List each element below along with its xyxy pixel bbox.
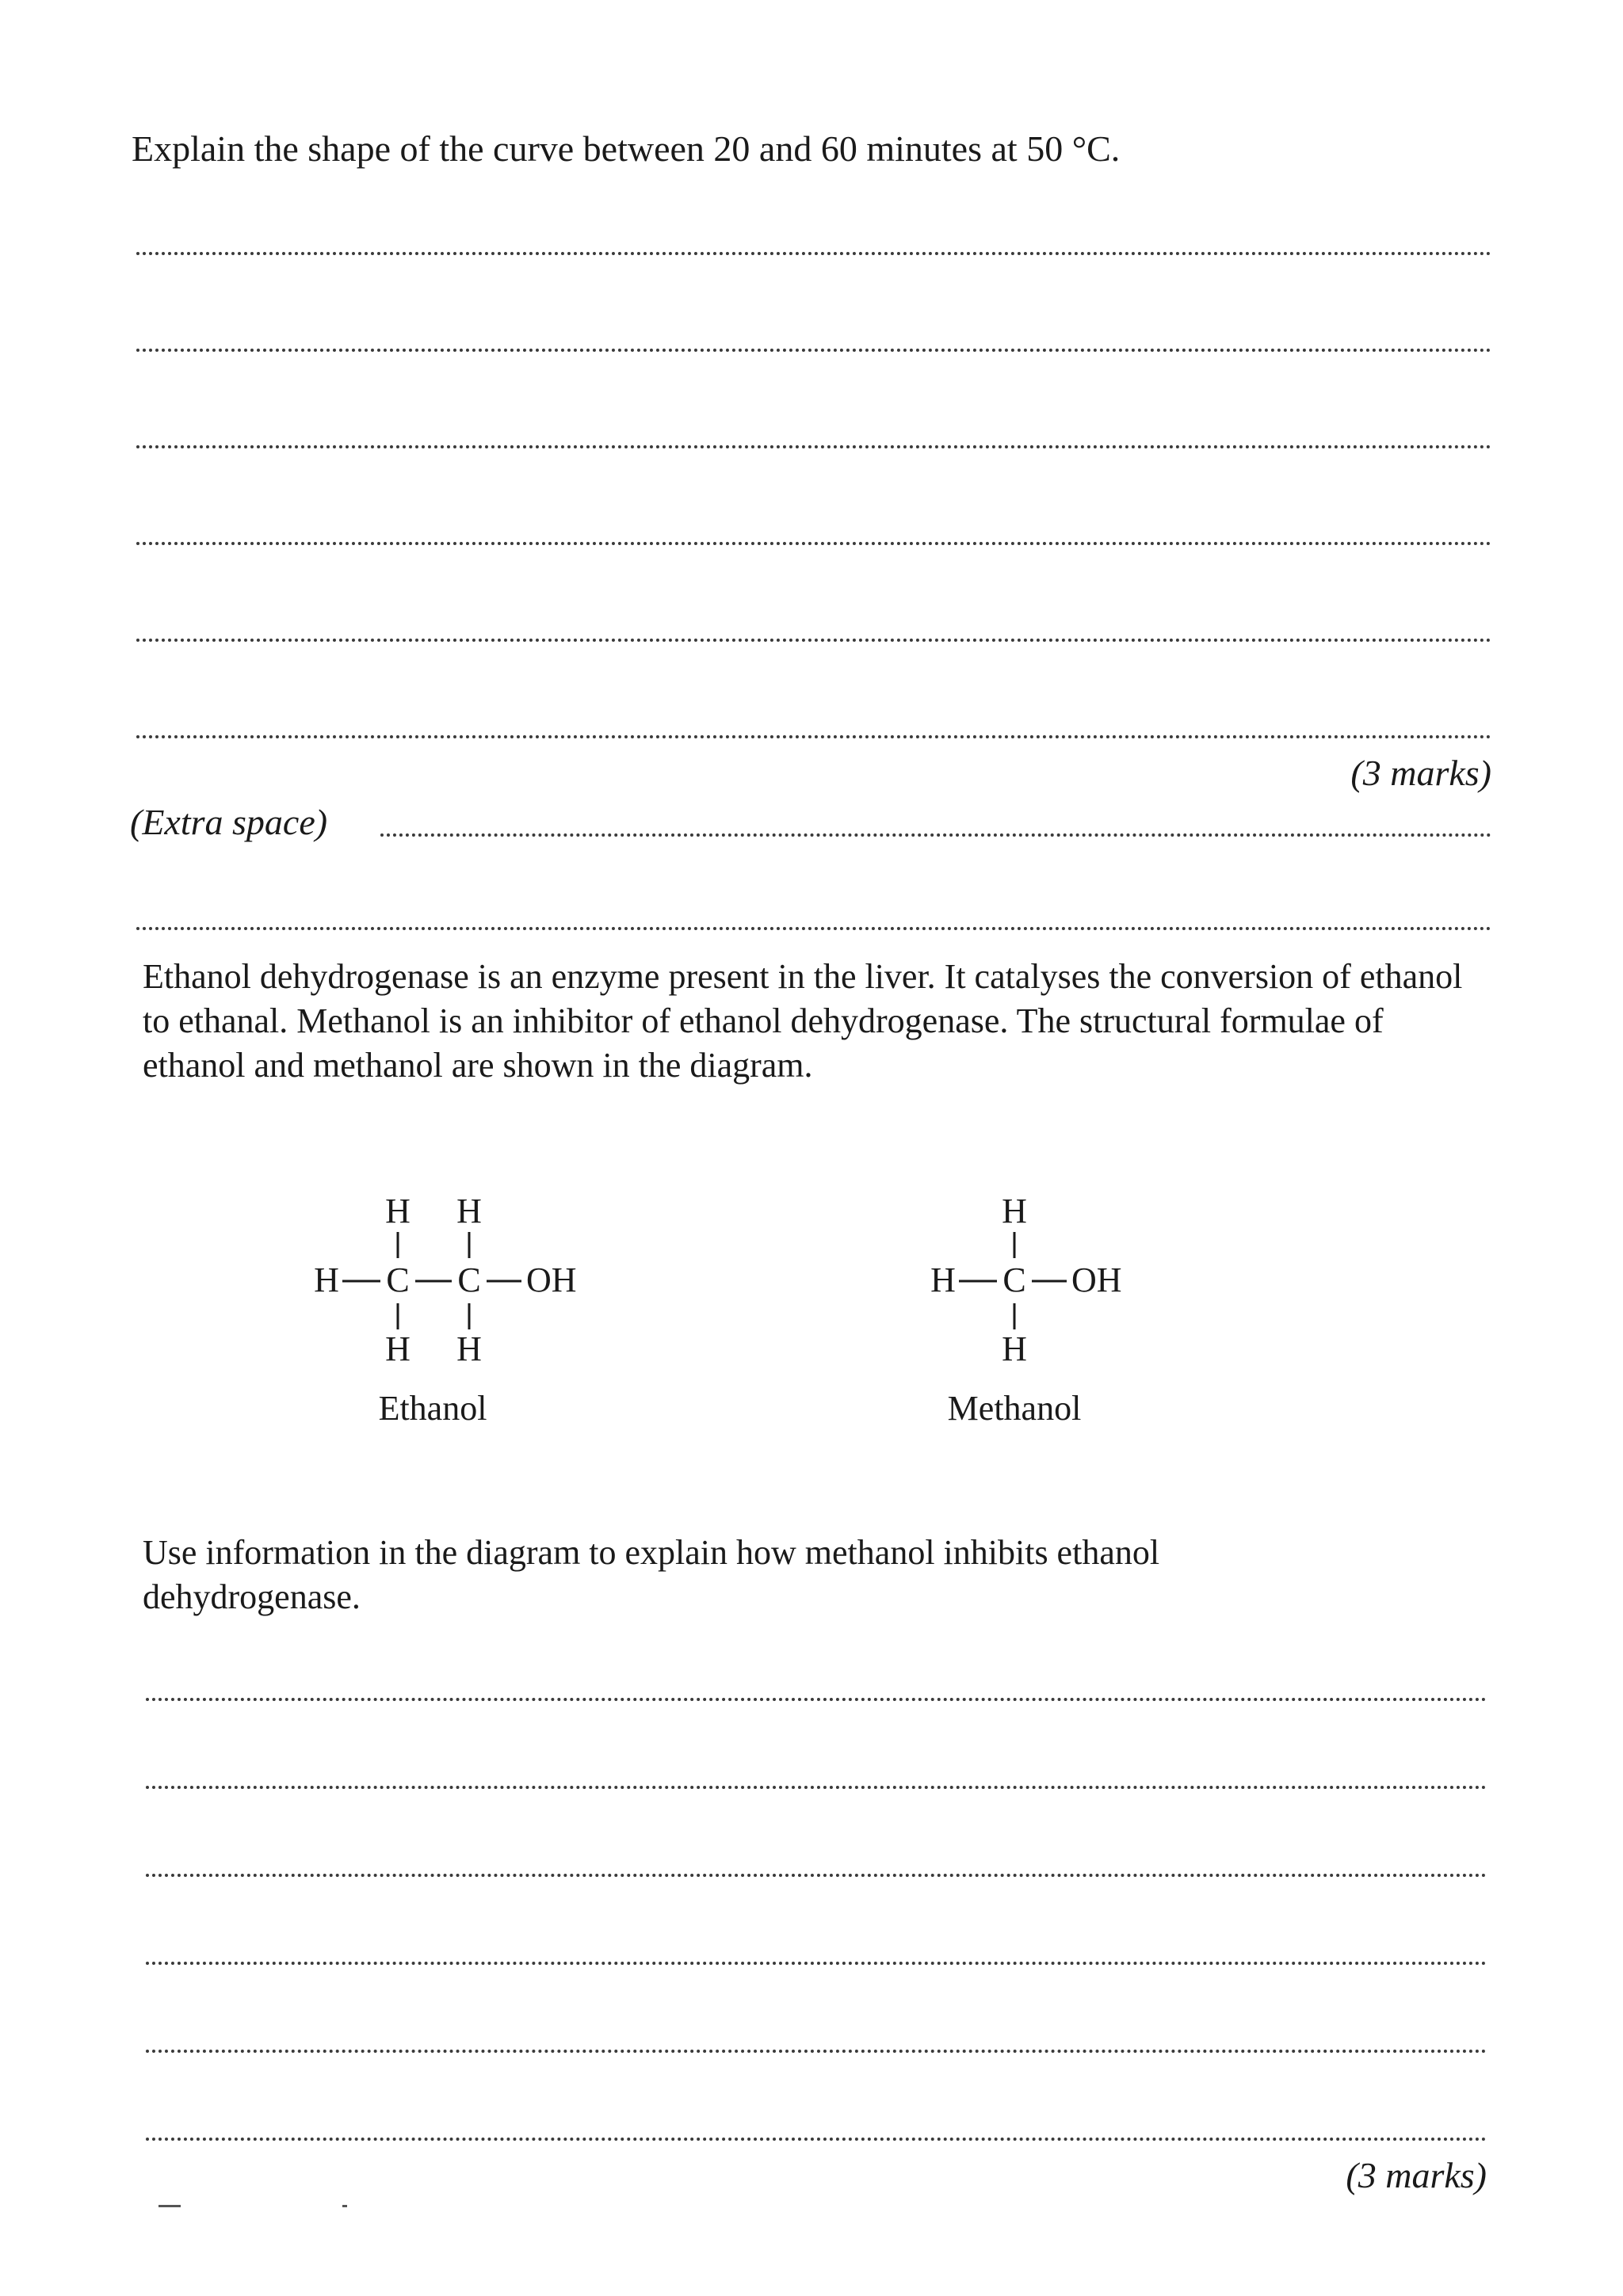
question-2-marks: (3 marks): [1346, 2155, 1487, 2195]
methanol-label: Methanol: [947, 1389, 1082, 1428]
ethanol-c-1: C: [386, 1261, 410, 1299]
answer-line-q2-3[interactable]: [146, 1874, 1487, 1877]
passage-text: Ethanol dehydrogenase is an enzyme present in the liver. It catalyses the conversion of ethanol to ethanal. Methanol is an inhibitor of ethanol dehydrogenase. The structural formulae of ethanol and methanol are shown in the diagram.: [143, 957, 1463, 1085]
ethanol-h-bottom-1: H: [385, 1329, 411, 1368]
methanol-h-bottom: H: [1002, 1329, 1027, 1368]
answer-line-q2-5[interactable]: [146, 2050, 1487, 2053]
answer-line-1[interactable]: [136, 252, 1491, 255]
question-2-prompt: Use information in the diagram to explain how methanol inhibits ethanol dehydrogenase.: [143, 1533, 1160, 1616]
ethanol-h-left: H: [314, 1261, 339, 1299]
methanol-structure: [930, 1192, 1121, 1368]
answer-line-q2-4[interactable]: [146, 1962, 1487, 1965]
answer-line-6[interactable]: [136, 735, 1491, 738]
ethanol-oh: OH: [526, 1261, 577, 1299]
ethanol-label: Ethanol: [378, 1389, 487, 1428]
ethanol-h-bottom-2: H: [456, 1329, 482, 1368]
ethanol-h-top-1: H: [385, 1192, 411, 1230]
scan-artifact: [158, 2205, 181, 2207]
extra-space-label: (Extra space): [130, 802, 328, 842]
answer-line-5[interactable]: [136, 639, 1491, 642]
methanol-h-left: H: [930, 1261, 956, 1299]
ethanol-h-top-2: H: [456, 1192, 482, 1230]
extra-space-line-1[interactable]: [380, 833, 1491, 837]
answer-line-q2-1[interactable]: [146, 1698, 1487, 1701]
question-1-marks: (3 marks): [1350, 753, 1491, 793]
structural-formulae-diagram: [0, 1157, 1623, 1442]
methanol-oh: OH: [1071, 1261, 1122, 1299]
methanol-h-top: H: [1002, 1192, 1027, 1230]
answer-line-3[interactable]: [136, 445, 1491, 448]
extra-space-line-2[interactable]: [136, 927, 1491, 930]
methanol-c: C: [1002, 1261, 1026, 1299]
answer-line-q2-6[interactable]: [146, 2138, 1487, 2141]
question-1-prompt: Explain the shape of the curve between 20 and 60 minutes at 50 °C.: [132, 128, 1121, 169]
answer-line-q2-2[interactable]: [146, 1786, 1487, 1789]
answer-line-2[interactable]: [136, 349, 1491, 352]
ethanol-structure: [314, 1192, 576, 1368]
scan-artifact: [342, 2205, 347, 2207]
answer-line-4[interactable]: [136, 542, 1491, 545]
ethanol-c-2: C: [457, 1261, 481, 1299]
